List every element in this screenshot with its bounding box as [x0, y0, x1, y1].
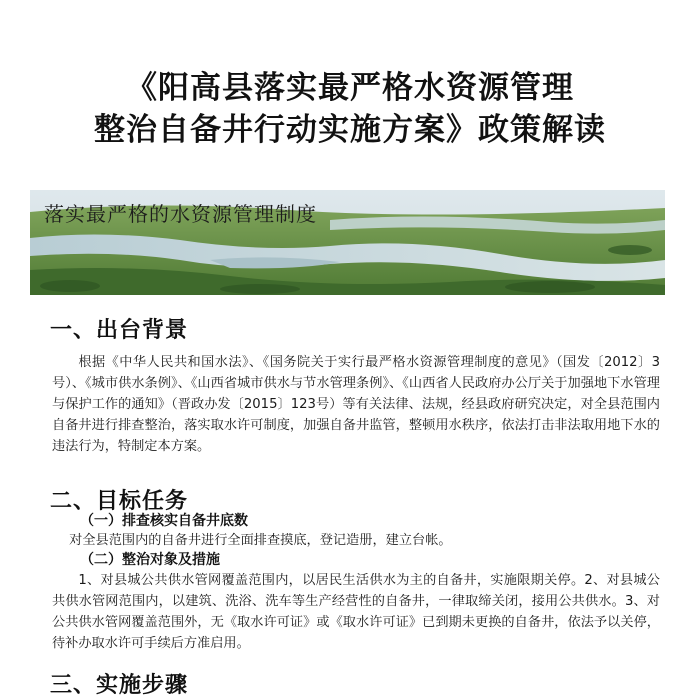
- section-heading-background: 一、出台背景: [50, 318, 189, 343]
- measures-paragraph: 1、对县城公共供水管网覆盖范围内，以居民生活供水为主的自备井，实施限期关停。2、对县城公共供水管网范围内，以建筑、洗浴、洗车等生产经营性的自备井，一律取缔关闭，接用公共供水。3、对公共供水管网覆盖范围外，无《取水许可证》或《取水许可证》已到期未更换的自备井，依法予以关停，待补办取水许可手续后方准启用。: [52, 573, 660, 651]
- section-heading-steps: 三、实施步骤: [50, 673, 189, 698]
- document-title-line-2: 整治自备井行动实施方案》政策解读: [94, 112, 606, 148]
- subheading-survey: （一）排查核实自备井底数: [80, 513, 248, 529]
- document-title-line-1: 《阳高县落实最严格水资源管理: [126, 70, 574, 106]
- banner-caption: 落实最严格的水资源管理制度: [44, 202, 317, 226]
- survey-paragraph: 对全县范围内的自备井进行全面排查摸底，登记造册，建立台帐。: [69, 533, 452, 548]
- section-heading-goals: 二、目标任务: [50, 489, 189, 514]
- background-paragraph: 根据《中华人民共和国水法》、《国务院关于实行最严格水资源管理制度的意见》（国发〔2012〕3号）、《城市供水条例》、《山西省城市供水与节水管理条例》、《山西省人民政府办公厅关于加强地下水管理与保护工作的通知》（晋政办发〔2015〕123号）等有关法律、法规，经县政府研究决定，对全县范围内自备井进行排查整治，落实取水许可制度，加强自备井监管，整顿用水秩序，依法打击非法取用地下水的违法行为，特制定本方案。: [52, 355, 660, 454]
- banner-image: [30, 190, 665, 295]
- subheading-measures: （二）整治对象及措施: [80, 552, 220, 568]
